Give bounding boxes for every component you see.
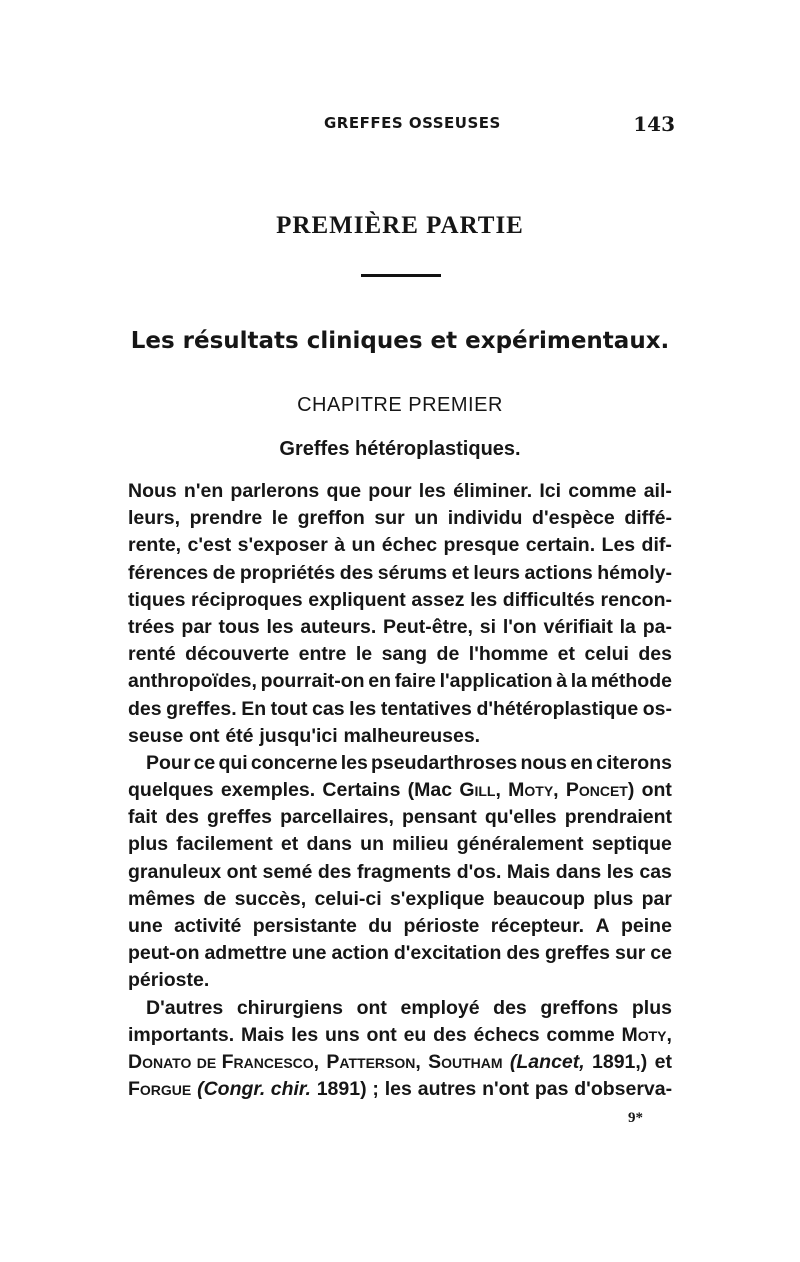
word: Donato de Francesco, bbox=[128, 1050, 320, 1073]
word: beaucoup bbox=[492, 887, 585, 910]
page-header bbox=[130, 114, 675, 142]
word: presque bbox=[443, 534, 520, 557]
word: éliminer. bbox=[453, 480, 533, 502]
word: leurs bbox=[473, 561, 520, 584]
word: prendraient bbox=[564, 806, 672, 829]
word: pas bbox=[534, 1078, 569, 1101]
word: des bbox=[506, 942, 540, 965]
word: parlerons bbox=[230, 480, 320, 502]
word: semé bbox=[262, 860, 313, 883]
word: du bbox=[368, 915, 393, 937]
word: seuse bbox=[128, 724, 184, 747]
word: cas bbox=[639, 860, 672, 883]
word: échec bbox=[381, 534, 438, 557]
word: (Lancet, bbox=[509, 1050, 585, 1073]
word: leurs, bbox=[128, 507, 181, 530]
word: Ici bbox=[539, 480, 562, 502]
word: celui bbox=[584, 643, 629, 666]
word: par bbox=[641, 887, 672, 910]
word: tentatives bbox=[380, 697, 472, 720]
word: en bbox=[368, 670, 392, 693]
word: à bbox=[556, 670, 568, 693]
text-line bbox=[128, 587, 672, 614]
word: les bbox=[470, 588, 498, 611]
word: échecs bbox=[473, 1023, 540, 1046]
word: granuleux bbox=[128, 860, 222, 883]
word: en bbox=[570, 751, 593, 774]
word: quelques bbox=[128, 779, 214, 802]
part-title: PREMIÈRE PARTIE bbox=[276, 212, 524, 239]
word: récepteur. bbox=[490, 915, 585, 937]
word: 1891) bbox=[316, 1078, 367, 1101]
word: peine bbox=[620, 915, 672, 937]
word: hémoly- bbox=[597, 561, 672, 584]
word: trées bbox=[128, 615, 175, 638]
word: anthropoïdes, bbox=[128, 670, 257, 693]
word: un bbox=[351, 534, 376, 557]
word: Poncet) bbox=[565, 779, 635, 802]
word: plus bbox=[128, 833, 169, 856]
word: pensant bbox=[401, 806, 477, 829]
word: rencon- bbox=[600, 588, 672, 611]
word: les bbox=[340, 751, 368, 774]
text-line bbox=[128, 913, 672, 940]
word: découverte bbox=[185, 643, 290, 666]
word: Southam bbox=[428, 1050, 503, 1073]
word: si bbox=[479, 615, 497, 638]
word: actions bbox=[524, 561, 593, 584]
word: et bbox=[654, 1050, 672, 1073]
text-line bbox=[128, 614, 672, 641]
word: Certains bbox=[322, 779, 401, 802]
word: sérums bbox=[377, 561, 448, 584]
word: Mais bbox=[506, 860, 551, 883]
word: l'application bbox=[439, 670, 553, 693]
word: dans bbox=[306, 833, 352, 856]
word: qu'elles bbox=[484, 806, 557, 829]
word: certain. bbox=[525, 534, 596, 557]
word: Mais bbox=[240, 1023, 285, 1046]
word: sur bbox=[614, 942, 646, 965]
word: (Mac bbox=[407, 779, 453, 802]
text-line bbox=[128, 777, 672, 804]
word: action bbox=[331, 942, 389, 965]
word: les bbox=[418, 480, 446, 502]
word: (Congr. chir. bbox=[197, 1078, 311, 1101]
word: Forgue bbox=[128, 1078, 192, 1101]
word: diffé- bbox=[624, 507, 672, 530]
word: parcellaires, bbox=[280, 806, 394, 829]
text-line bbox=[128, 1076, 672, 1103]
chapter-title: CHAPITRE PREMIER bbox=[297, 394, 503, 416]
word: ont bbox=[189, 724, 220, 747]
word: et bbox=[451, 561, 469, 584]
word: comme bbox=[568, 480, 637, 502]
text-line bbox=[128, 995, 672, 1022]
word: périoste bbox=[403, 915, 480, 937]
text-line bbox=[128, 641, 672, 668]
word: greffes bbox=[544, 942, 610, 965]
word: milieu bbox=[392, 833, 449, 856]
text-line bbox=[128, 696, 672, 723]
word: Moty, bbox=[508, 779, 559, 802]
word: facilement bbox=[176, 833, 273, 856]
word: nous bbox=[520, 751, 568, 774]
word: de bbox=[212, 561, 236, 584]
word: septique bbox=[591, 833, 672, 856]
word: D'autres bbox=[146, 996, 224, 1019]
word: qui bbox=[218, 751, 248, 774]
word: d'hétéroplastique bbox=[476, 697, 639, 720]
word: rente, bbox=[128, 534, 182, 557]
word: la bbox=[619, 615, 636, 638]
word: auteurs. bbox=[300, 615, 377, 638]
word: os- bbox=[642, 697, 672, 720]
word: périoste. bbox=[128, 969, 210, 992]
word: Moty, bbox=[621, 1023, 672, 1046]
word: vérifiait bbox=[543, 615, 613, 638]
text-line bbox=[128, 1049, 672, 1076]
word: importants. bbox=[128, 1023, 235, 1046]
word: greffons bbox=[540, 996, 619, 1019]
word: concerne bbox=[250, 751, 338, 774]
word: employé bbox=[400, 996, 480, 1019]
word: pseudarthroses bbox=[370, 751, 518, 774]
word: entre bbox=[298, 643, 347, 666]
word: En bbox=[241, 697, 267, 720]
word: 1891,) bbox=[592, 1050, 648, 1073]
word: dans bbox=[555, 860, 602, 883]
word: de bbox=[436, 643, 460, 666]
word: les bbox=[349, 697, 377, 720]
word: comme bbox=[546, 1023, 615, 1046]
word: individu bbox=[447, 507, 523, 530]
word: ont bbox=[356, 996, 387, 1019]
word: fait bbox=[128, 806, 158, 829]
word: jusqu'ici bbox=[259, 724, 338, 747]
page-number: 143 bbox=[633, 112, 675, 136]
word: une bbox=[128, 915, 163, 937]
word: que bbox=[326, 480, 362, 502]
title-rule bbox=[361, 274, 441, 277]
word: propriétés bbox=[239, 561, 336, 584]
word: d'excitation bbox=[393, 942, 502, 965]
word: et bbox=[280, 833, 299, 856]
word: méthode bbox=[590, 670, 672, 693]
word: férences bbox=[128, 561, 209, 584]
text-line bbox=[128, 478, 672, 505]
word: généralement bbox=[456, 833, 584, 856]
word: eu bbox=[403, 1023, 427, 1046]
word: citerons bbox=[596, 751, 672, 774]
word: dif- bbox=[641, 534, 672, 557]
word: ont bbox=[641, 779, 672, 802]
text-line bbox=[128, 723, 672, 750]
word: ; bbox=[372, 1078, 379, 1101]
word: d'os. bbox=[456, 860, 502, 883]
word: d'observa- bbox=[574, 1078, 673, 1101]
word: greffes bbox=[206, 806, 273, 829]
word: celui-ci bbox=[314, 887, 382, 910]
word: une bbox=[291, 942, 327, 965]
word: succès, bbox=[234, 887, 307, 910]
text-line bbox=[128, 1022, 672, 1049]
word: ont bbox=[226, 860, 257, 883]
word: exemples. bbox=[220, 779, 316, 802]
word: A bbox=[595, 915, 610, 937]
word: chirurgiens bbox=[236, 996, 344, 1019]
text-line bbox=[128, 505, 672, 532]
word: malheureuses. bbox=[343, 724, 481, 747]
word: n'ont bbox=[482, 1078, 529, 1101]
word: pourrait-on bbox=[260, 670, 365, 693]
word: de bbox=[203, 887, 227, 910]
word: ce bbox=[650, 942, 672, 965]
word: persistante bbox=[252, 915, 357, 937]
word: mêmes bbox=[128, 887, 196, 910]
word: Peut-être, bbox=[383, 615, 473, 638]
word: Gill, bbox=[459, 779, 501, 802]
word: admettre bbox=[204, 942, 287, 965]
text-line bbox=[128, 831, 672, 858]
word: les bbox=[606, 860, 634, 883]
text-line bbox=[128, 967, 672, 994]
signature-mark: 9* bbox=[628, 1110, 643, 1126]
text-line bbox=[128, 560, 672, 587]
word: uns bbox=[325, 1023, 360, 1046]
word: s'explique bbox=[389, 887, 485, 910]
word: cas bbox=[312, 697, 345, 720]
word: c'est bbox=[187, 534, 232, 557]
word: tout bbox=[270, 697, 308, 720]
word: les bbox=[384, 1078, 412, 1101]
word: Nous bbox=[128, 480, 177, 502]
word: pa- bbox=[642, 615, 672, 638]
word: faire bbox=[394, 670, 436, 693]
word: des bbox=[339, 561, 374, 584]
word: n'en bbox=[183, 480, 224, 502]
text-line bbox=[128, 940, 672, 967]
word: peut-on bbox=[128, 942, 200, 965]
word: par bbox=[181, 615, 212, 638]
word: ont bbox=[366, 1023, 397, 1046]
word: greffon bbox=[297, 507, 365, 530]
word: greffes. bbox=[166, 697, 237, 720]
word: tiques bbox=[128, 588, 186, 611]
word: prendre bbox=[189, 507, 263, 530]
word: des bbox=[128, 697, 162, 720]
word: ce bbox=[193, 751, 216, 774]
word: un bbox=[414, 507, 439, 530]
word: Patterson, bbox=[326, 1050, 421, 1073]
chapter-subtitle: Greffes hétéroplastiques. bbox=[279, 438, 521, 460]
word: ail- bbox=[643, 480, 672, 502]
running-title: GREFFES OSSEUSES bbox=[324, 114, 501, 132]
word: sang bbox=[381, 643, 428, 666]
word: Les bbox=[601, 534, 636, 557]
word: l'on bbox=[502, 615, 537, 638]
word: les bbox=[266, 615, 294, 638]
word: des bbox=[638, 643, 672, 666]
word: des bbox=[433, 1023, 467, 1046]
word: pour bbox=[368, 480, 412, 502]
word: tous bbox=[218, 615, 260, 638]
body-text bbox=[128, 478, 672, 1103]
word: réciproques bbox=[191, 588, 303, 611]
word: le bbox=[271, 507, 289, 530]
word: plus bbox=[593, 887, 634, 910]
word: été bbox=[225, 724, 254, 747]
word: sur bbox=[374, 507, 405, 530]
section-title: Les résultats cliniques et expérimentaux. bbox=[130, 328, 670, 354]
word: le bbox=[355, 643, 373, 666]
word: assez bbox=[411, 588, 465, 611]
word: activité bbox=[174, 915, 242, 937]
text-line bbox=[128, 886, 672, 913]
word: la bbox=[570, 670, 588, 693]
word: des bbox=[493, 996, 527, 1019]
word: difficultés bbox=[502, 588, 595, 611]
word: un bbox=[360, 833, 384, 856]
text-line bbox=[128, 668, 672, 695]
text-line bbox=[128, 804, 672, 831]
word: à bbox=[334, 534, 346, 557]
word: renté bbox=[128, 643, 176, 666]
text-line bbox=[128, 750, 672, 777]
word: Pour bbox=[146, 751, 191, 774]
word: des bbox=[317, 860, 352, 883]
word: expliquent bbox=[308, 588, 406, 611]
word: fragments bbox=[356, 860, 452, 883]
text-line bbox=[128, 859, 672, 886]
word: d'espèce bbox=[532, 507, 615, 530]
word: des bbox=[165, 806, 199, 829]
text-line bbox=[128, 532, 672, 559]
word: s'exposer bbox=[237, 534, 328, 557]
word: autres bbox=[417, 1078, 477, 1101]
word: les bbox=[291, 1023, 319, 1046]
word: et bbox=[557, 643, 575, 666]
word: plus bbox=[631, 996, 672, 1019]
word: l'homme bbox=[468, 643, 549, 666]
